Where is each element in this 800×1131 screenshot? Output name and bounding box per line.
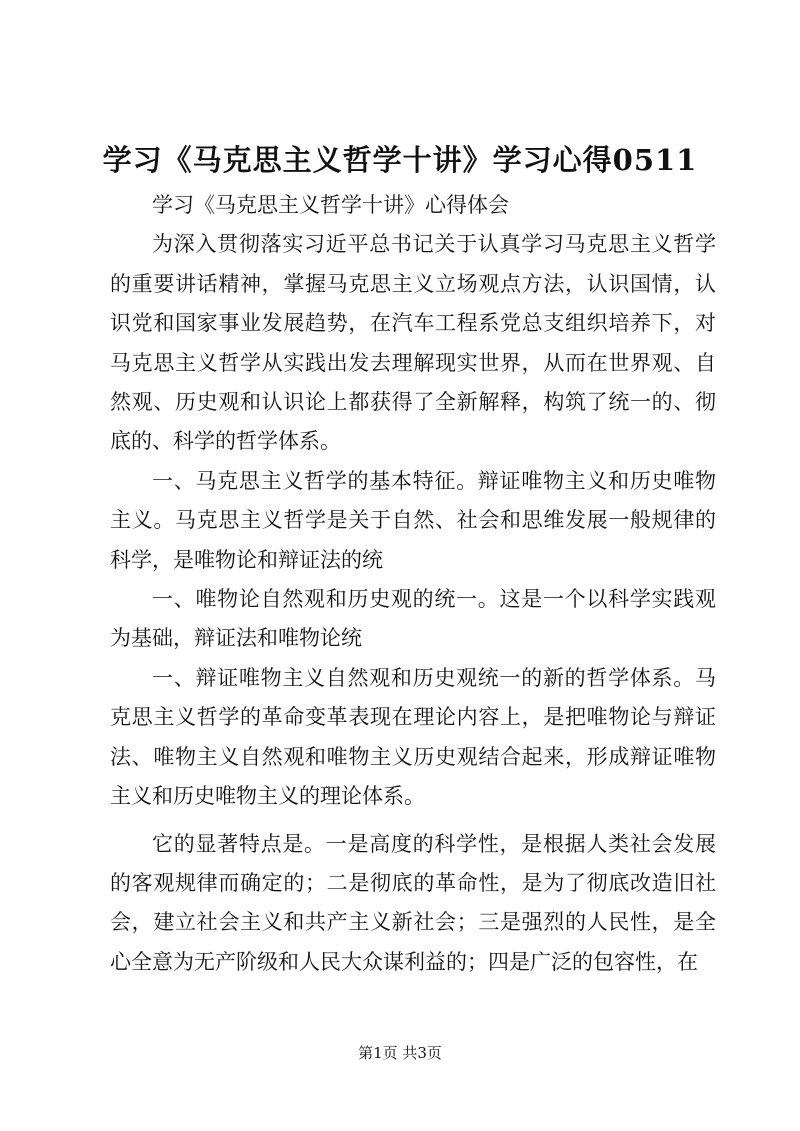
- document-body: [110, 186, 716, 982]
- paragraph-system: 一、辩证唯物主义自然观和历史观统一的新的哲学体系。马克思主义哲学的革命变革表现在理论内容上，是把唯物论与辩证法、唯物主义自然观和唯物主义历史观结合起来，形成辩证唯物主义和历史唯物主义的理论体系。: [110, 665, 716, 809]
- paragraph-basic-features: 一、马克思主义哲学的基本特征。辩证唯物主义和历史唯物主义。马克思主义哲学是关于自然、社会和思维发展一般规律的科学，是唯物论和辩证法的统: [110, 468, 716, 572]
- document-title: 学习《马克思主义哲学十讲》学习心得0511: [102, 143, 698, 177]
- paragraph-unity: 一、唯物论自然观和历史观的统一。这是一个以科学实践观为基础，辩证法和唯物论统: [110, 587, 716, 651]
- document-subtitle: 学习《马克思主义哲学十讲》心得体会: [152, 193, 509, 217]
- paragraph-characteristics: 它的显著特点是。一是高度的科学性，是根据人类社会发展的客观规律而确定的；二是彻底的革命性，是为了彻底改造旧社会，建立社会主义和共产主义新社会；三是强烈的人民性，是全心全意为无产阶级和人民大众谋利益的；四是广泛的包容性，在: [110, 831, 716, 974]
- page-footer: 第1页 共3页: [358, 1044, 442, 1062]
- paragraph-intro: 为深入贯彻落实习近平总书记关于认真学习马克思主义哲学的重要讲话精神，掌握马克思主义立场观点方法，认识国情，认识党和国家事业发展趋势，在汽车工程系党总支组织培养下，对马克思主义哲学从实践出发去理解现实世界，从而在世界观、自然观、历史观和认识论上都获得了全新解释，构筑了统一的、彻底的、科学的哲学体系。: [110, 232, 716, 454]
